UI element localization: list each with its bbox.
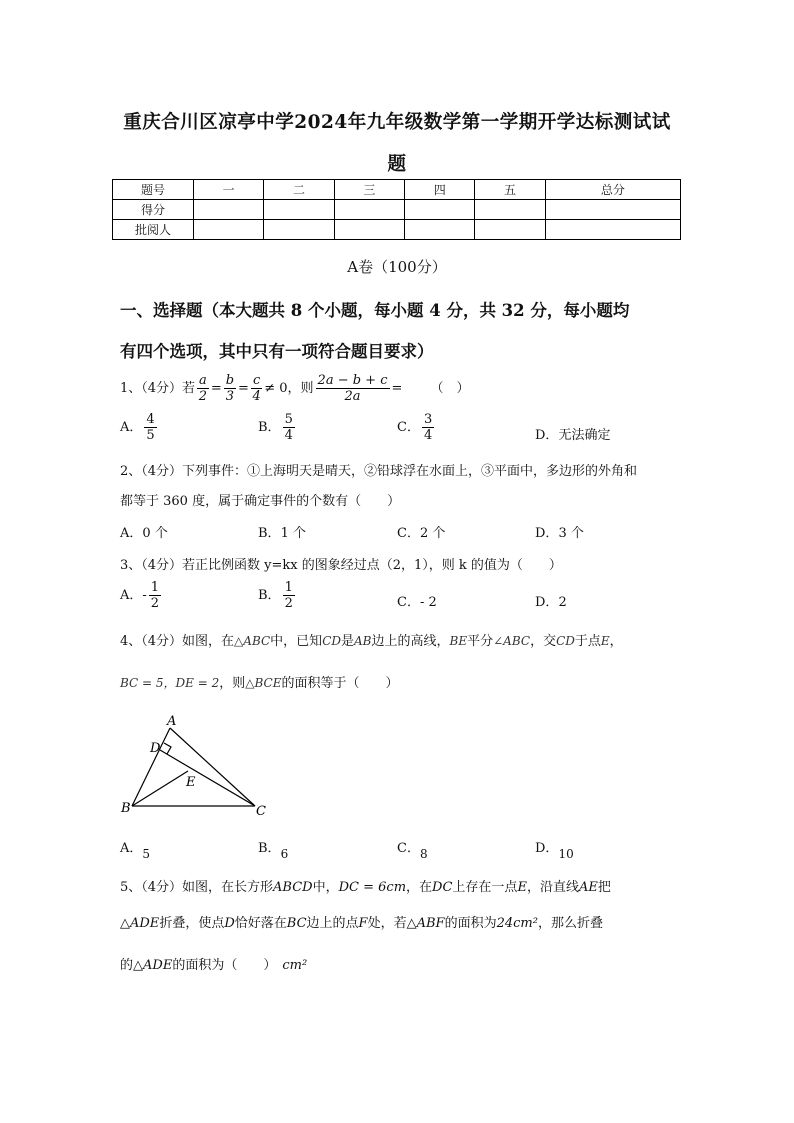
vertex-label-c: C	[256, 804, 266, 819]
q1-option-a: A． $\frac{4}{5}$	[120, 412, 155, 443]
score-row	[113, 200, 681, 220]
q3-option-a: A．- $\frac{1}{2}$	[120, 580, 160, 611]
q2-option-a: A．0 个	[120, 526, 168, 541]
q1-expression: $\frac{2a - b + c}{2a}$	[317, 373, 388, 404]
row-label: 得分	[113, 200, 194, 220]
q1-option-c: C． $\frac{3}{4}$	[397, 412, 433, 443]
q2-option-d: D．3 个	[535, 526, 584, 541]
grader-cell	[264, 220, 334, 240]
grader-cell	[405, 220, 475, 240]
score-cell	[545, 200, 680, 220]
header-cell: 题号	[113, 180, 194, 200]
score-cell	[405, 200, 475, 220]
page-title-continued: 题	[387, 154, 407, 175]
q1-option-d: D．无法确定	[535, 428, 611, 443]
q4-option-c: C．8	[397, 841, 428, 861]
score-cell	[194, 200, 264, 220]
grader-row	[113, 220, 681, 240]
header-cell: 一	[194, 180, 264, 200]
question-5-line2: △ADE折叠，使点D恰好落在BC边上的点F处，若△ABF的面积为24cm²，那么折叠	[120, 916, 603, 931]
grader-cell	[194, 220, 264, 240]
grader-cell	[334, 220, 404, 240]
question-3: 3、（4分）若正比例函数 y=kx 的图象经过点（2，1），则 k 的值为（ ）	[120, 558, 562, 573]
q1-prefix: 1、（4分）若	[120, 381, 196, 396]
header-cell: 总分	[545, 180, 680, 200]
q1-frac-c: $\frac{c}{4}$	[252, 373, 261, 404]
header-cell: 二	[264, 180, 334, 200]
score-cell	[475, 200, 545, 220]
section-heading-continued: 有四个选项，其中只有一项符合题目要求）	[120, 342, 434, 361]
header-cell: 五	[475, 180, 545, 200]
q2-option-b: B．1 个	[258, 526, 306, 541]
q2-option-c: C．2 个	[397, 526, 446, 541]
q1-frac-a: $\frac{a}{2}$	[198, 373, 208, 404]
q1-neq: ≠ 0	[264, 381, 288, 396]
question-4-line2: BC = 5，DE = 2，则△BCE的面积等于（ ）	[120, 676, 399, 691]
volume-heading: A卷（100分）	[347, 258, 447, 276]
point-label-e: E	[186, 775, 196, 790]
grader-cell	[545, 220, 680, 240]
row-label: 批阅人	[113, 220, 194, 240]
q4-option-a: A．5	[120, 841, 151, 861]
q4-triangle-figure	[115, 712, 275, 822]
question-1: 1、（4分）若 $\frac{a}{2}$ = $\frac{b}{3}$ = $\frac{c}{4}$ ≠ 0，则 $\frac{2a - b + c}{2a}$ = （ ）	[120, 373, 470, 404]
grader-cell	[475, 220, 545, 240]
question-2-line2: 都等于 360 度，属于确定事件的个数有（ ）	[120, 494, 401, 509]
vertex-label-d: D	[150, 741, 161, 756]
question-2-line1: 2、（4分）下列事件：①上海明天是晴天，②铅球浮在水面上，③平面中，多边形的外角和	[120, 464, 638, 479]
side-ac	[170, 728, 255, 806]
question-5-line1: 5、（4分）如图，在长方形ABCD中，DC = 6cm，在DC上存在一点E，沿直线AE把	[120, 880, 611, 895]
q3-option-d: D．2	[535, 595, 567, 610]
altitude-cd	[160, 750, 255, 806]
score-table	[112, 179, 681, 240]
q3-option-c: C．- 2	[397, 595, 437, 610]
header-cell: 三	[334, 180, 404, 200]
score-cell	[334, 200, 404, 220]
q1-option-b: B． $\frac{5}{4}$	[258, 412, 293, 443]
q3-option-b: B． $\frac{1}{2}$	[258, 580, 293, 611]
header-cell: 四	[405, 180, 475, 200]
question-5-line3: 的△ADE的面积为（ ） cm²	[120, 958, 308, 973]
section-heading: 一、选择题（本大题共 8 个小题，每小题 4 分，共 32 分，每小题均	[120, 301, 630, 320]
q1-answer-blank: （ ）	[430, 381, 470, 396]
q4-option-b: B．6	[258, 841, 289, 861]
page-title: 重庆合川区凉亭中学2024年九年级数学第一学期开学达标测试试	[123, 112, 671, 133]
q4-option-d: D．10	[535, 841, 574, 861]
q1-frac-b: $\frac{b}{3}$	[225, 373, 235, 404]
vertex-label-b: B	[121, 801, 131, 816]
vertex-label-a: A	[167, 714, 177, 729]
score-table-header-row	[113, 180, 681, 200]
question-4-line1: 4、（4分）如图，在△ABC中，已知CD是AB边上的高线，BE平分∠ABC，交CD于点E，	[120, 634, 623, 649]
score-cell	[264, 200, 334, 220]
